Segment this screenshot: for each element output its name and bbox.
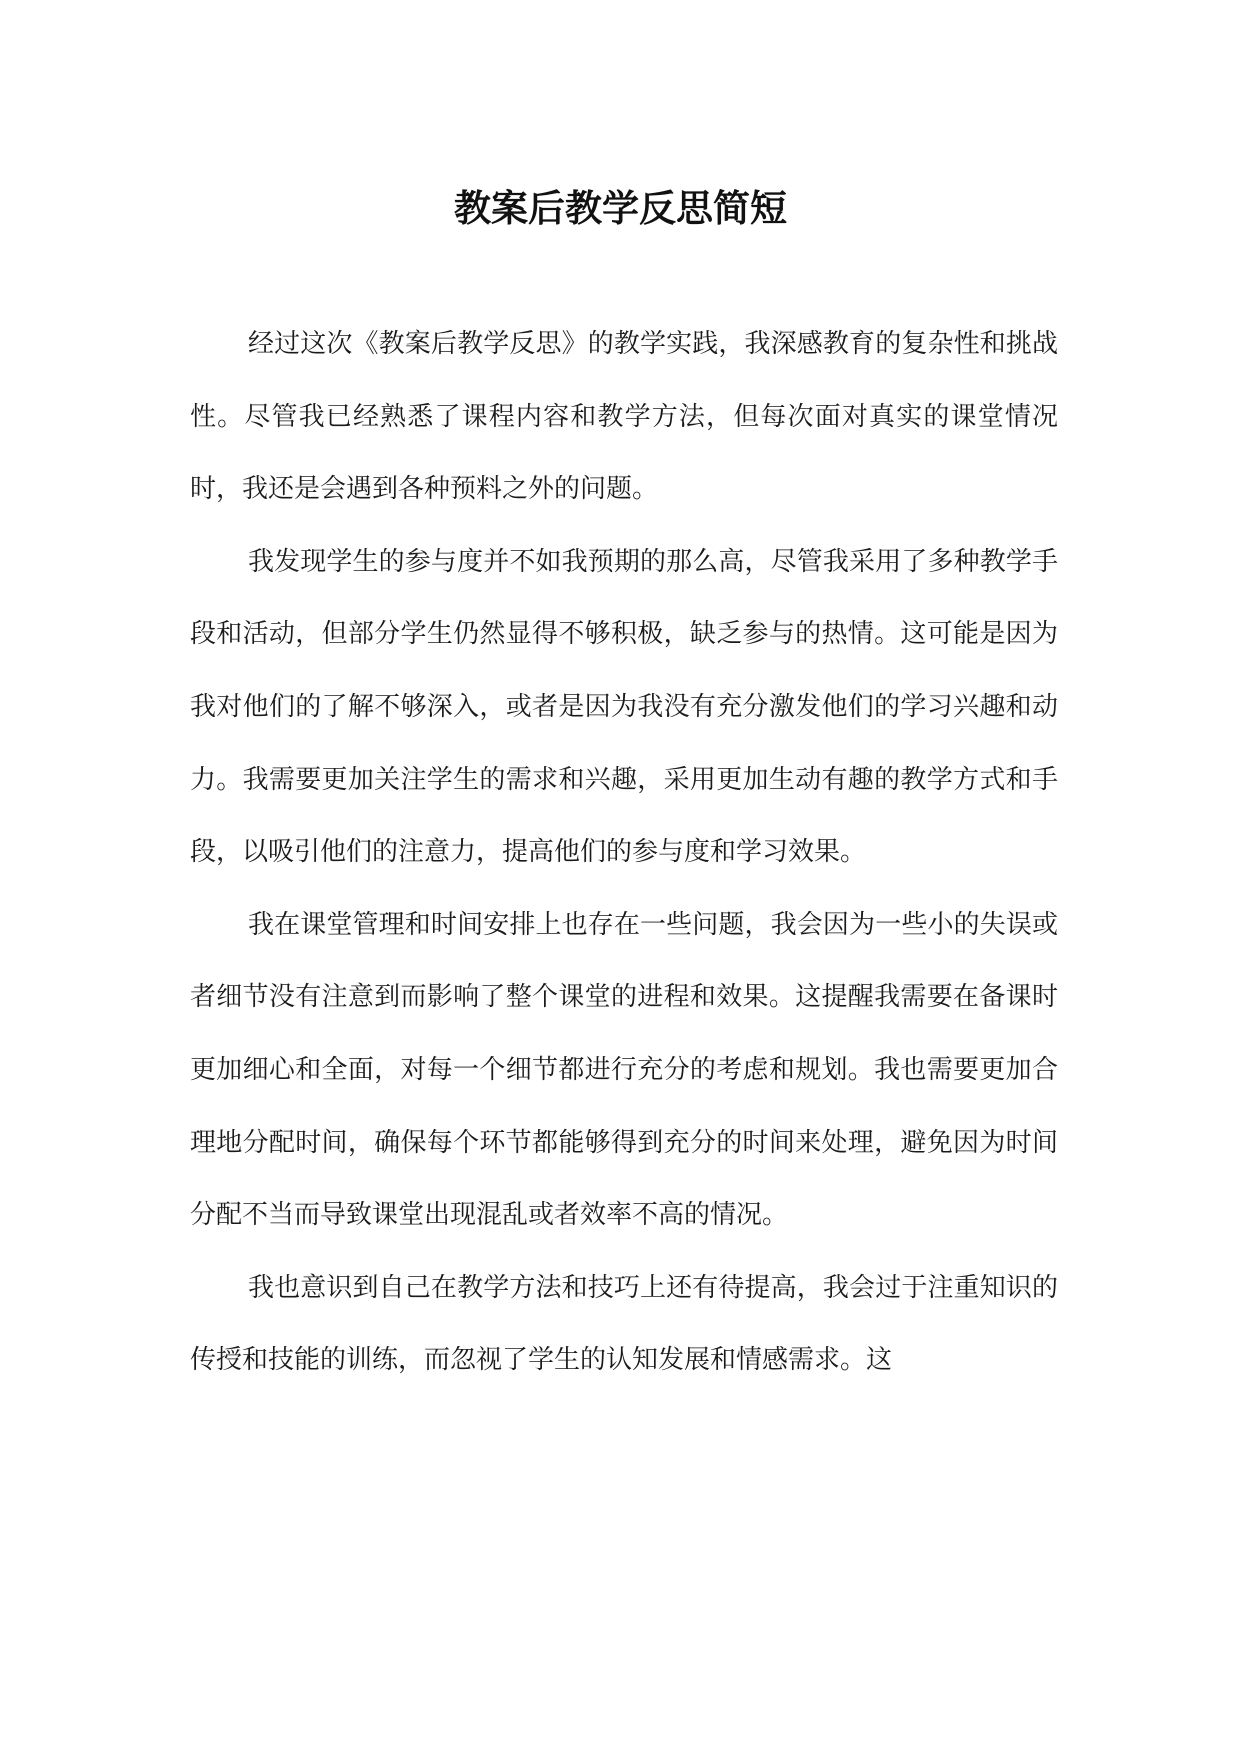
paragraph-2: 我发现学生的参与度并不如我预期的那么高，尽管我采用了多种教学手段和活动，但部分学生仍然显得不够积极，缺乏参与的热情。这可能是因为我对他们的了解不够深入，或者是因为我没有充分激发他们的学习兴趣和动力。我需要更加关注学生的需求和兴趣，采用更加生动有趣的教学方式和手段，以吸引他们的注意力，提高他们的参与度和学习效果。 [190, 546, 1058, 868]
paragraph-4: 我也意识到自己在教学方法和技巧上还有待提高，我会过于注重知识的传授和技能的训练，而忽视了学生的认知发展和情感需求。这 [190, 1272, 1058, 1376]
paragraph-1: 经过这次《教案后教学反思》的教学实践，我深感教育的复杂性和挑战性。尽管我已经熟悉了课程内容和教学方法，但每次面对真实的课堂情况时，我还是会遇到各种预料之外的问题。 [190, 329, 1058, 505]
paragraph-3: 我在课堂管理和时间安排上也存在一些问题，我会因为一些小的失误或者细节没有注意到而影响了整个课堂的进程和效果。这提醒我需要在备课时更加细心和全面，对每一个细节都进行充分的考虑和规划。我也需要更加合理地分配时间，确保每个环节都能够得到充分的时间来处理，避免因为时间分配不当而导致课堂出现混乱或者效率不高的情况。 [190, 909, 1058, 1231]
document-title: 教案后教学反思简短 [454, 186, 787, 230]
document-body [190, 308, 1058, 1397]
